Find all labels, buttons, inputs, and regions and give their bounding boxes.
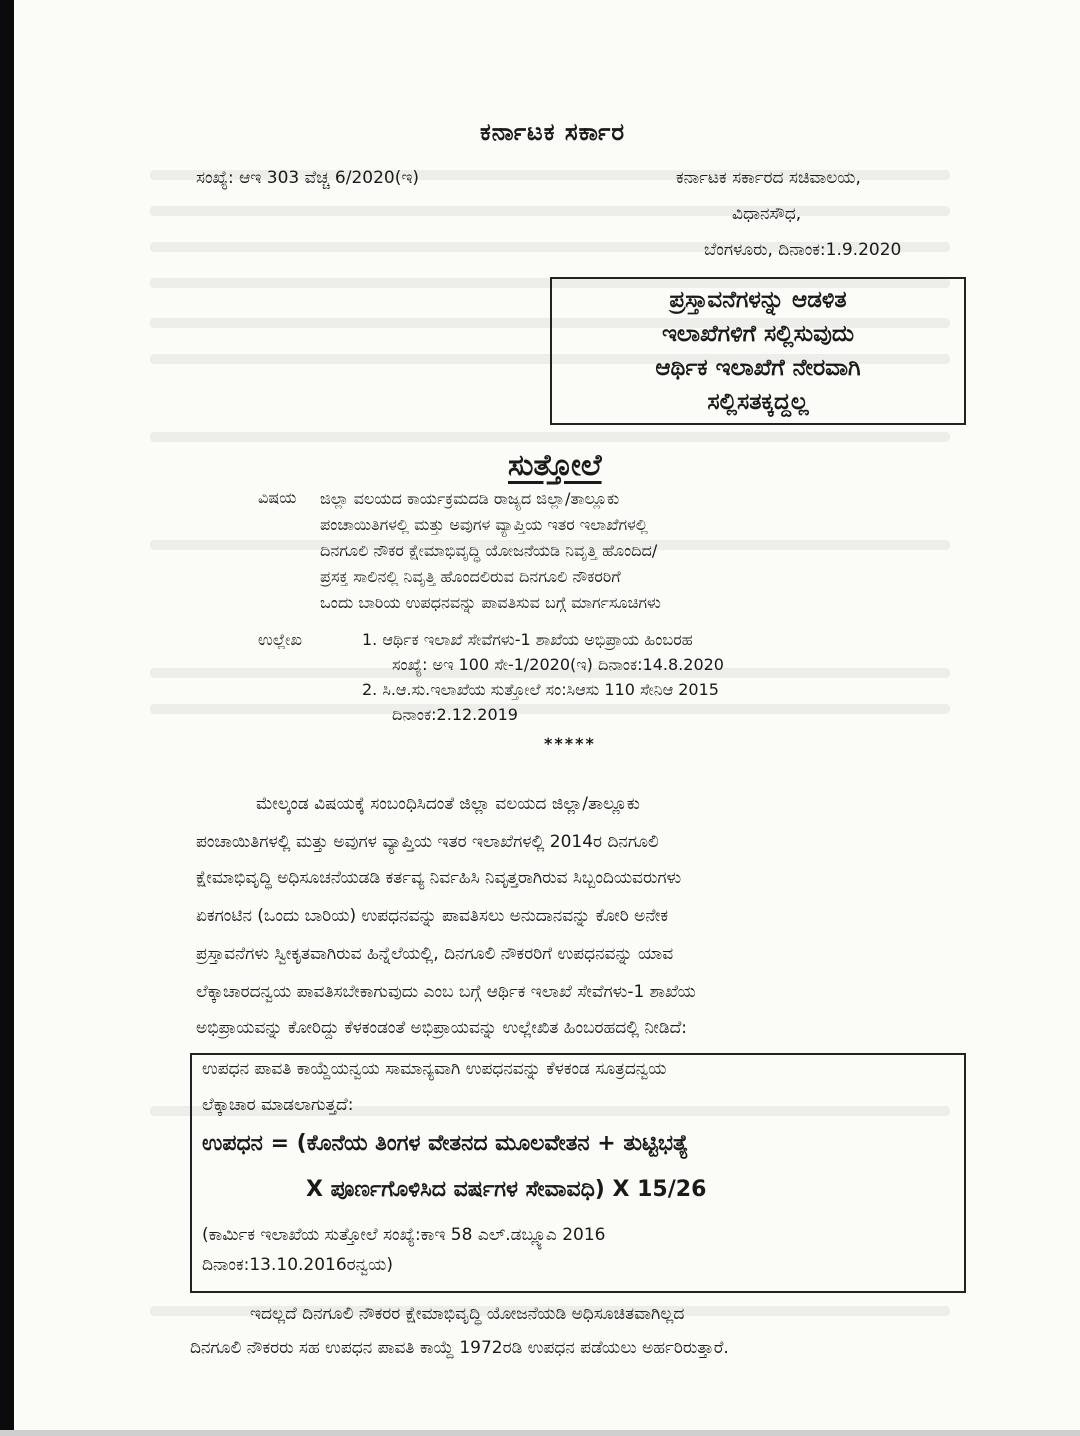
place-and-date: ಬೆಂಗಳೂರು, ದಿನಾಂಕ:1.9.2020 xyxy=(704,240,902,260)
boxed-note-line: ಸಲ್ಲಿಸತಕ್ಕದ್ದಲ್ಲ xyxy=(707,389,809,415)
body-line: ಅಭಿಪ್ರಾಯವನ್ನು ಕೋರಿದ್ದು ಕೆಳಕಂಡಂತೆ ಅಭಿಪ್ರಾಯವನ್ನು ಉಲ್ಲೇಖಿತ ಹಿಂಬರಹದಲ್ಲಿ ನೀಡಿದೆ: xyxy=(196,1018,687,1038)
body-line: ಪ್ರಸ್ತಾವನೆಗಳು ಸ್ವೀಕೃತವಾಗಿರುವ ಹಿನ್ನೆಲೆಯಲ್ಲಿ, ದಿನಗೂಲಿ ನೌಕರರಿಗೆ ಉಪಧನವನ್ನು ಯಾವ xyxy=(196,944,674,964)
boxed-note-line: ಪ್ರಸ್ತಾವನೆಗಳನ್ನು ಆಡಳಿತ xyxy=(669,287,847,313)
subject-line: ಒಂದು ಬಾರಿಯ ಉಪಧನವನ್ನು ಪಾವತಿಸುವ ಬಗ್ಗೆ ಮಾರ್ಗಸೂಚಿಗಳು xyxy=(320,593,661,612)
boxed-note-line: ಇಲಾಖೆಗಳಿಗೆ ಸಲ್ಲಿಸುವುದು xyxy=(661,321,855,347)
formula-box xyxy=(190,1053,966,1293)
body-line: ಲೆಕ್ಕಾಚಾರದನ್ವಯ ಪಾವತಿಸಬೇಕಾಗುವುದು ಎಂಬ ಬಗ್ಗೆ ಆರ್ಥಿಕ ಇಲಾಖೆ ಸೇವೆಗಳು-1 ಶಾಖೆಯ xyxy=(196,982,696,1002)
reference-item-detail: ದಿನಾಂಕ:2.12.2019 xyxy=(392,705,518,724)
circular-heading: ಸುತ್ತೋಲೆ xyxy=(508,448,602,483)
office-name: ಕರ್ನಾಟಕ ಸರ್ಕಾರದ ಸಚಿವಾಲಯ, xyxy=(676,168,861,188)
scan-bottom-edge xyxy=(0,1430,1080,1436)
office-building: ವಿಧಾನಸೌಧ, xyxy=(732,204,802,224)
formula-citation: ದಿನಾಂಕ:13.10.2016ರನ್ವಯ) xyxy=(202,1255,394,1275)
reference-item: 2. ಸಿ.ಆ.ಸು.ಇಲಾಖೆಯ ಸುತ್ತೋಲೆ ಸಂ:ಸಿಆಸು 110 ಸೇನಿಆ 2015 xyxy=(362,680,719,699)
reference-item-detail: ಸಂಖ್ಯೆ: ಅಇ 100 ಸೇ-1/2020(ಇ) ದಿನಾಂಕ:14.8.2020 xyxy=(392,655,724,674)
gratuity-formula: ಉಪಧನ = (ಕೊನೆಯ ತಿಂಗಳ ವೇತನದ ಮೂಲವೇತನ + ತುಟ್ಟಿಭತ್ಯೆ xyxy=(202,1131,689,1156)
scan-border xyxy=(0,0,14,1436)
government-title: ಕರ್ನಾಟಕ ಸರ್ಕಾರ xyxy=(480,118,626,146)
gratuity-formula-continued: X ಪೂರ್ಣಗೊಳಿಸಿದ ವರ್ಷಗಳ ಸೇವಾವಧಿ) X 15/26 xyxy=(306,1177,707,1202)
body-line: ಮೇಲ್ಕಂಡ ವಿಷಯಕ್ಕೆ ಸಂಬಂಧಿಸಿದಂತೆ ಜಿಲ್ಲಾ ವಲಯದ ಜಿಲ್ಲಾ/ತಾಲ್ಲೂಕು xyxy=(256,794,640,814)
reference-label: ಉಲ್ಲೇಖ xyxy=(258,630,302,649)
body-line: ಏಕಗಂಟಿನ (ಒಂದು ಬಾರಿಯ) ಉಪಧನವನ್ನು ಪಾವತಿಸಲು ಅನುದಾನವನ್ನು ಕೋರಿ ಅನೇಕ xyxy=(196,906,669,926)
section-separator: ***** xyxy=(544,734,596,753)
formula-citation: (ಕಾರ್ಮಿಕ ಇಲಾಖೆಯ ಸುತ್ತೋಲೆ ಸಂಖ್ಯೆ:ಕಾಇ 58 ಎಲ್.ಡಬ್ಲ್ಯೂಎ 2016 xyxy=(202,1225,606,1245)
reference-item: 1. ಆರ್ಥಿಕ ಇಲಾಖೆ ಸೇವೆಗಳು-1 ಶಾಖೆಯ ಅಭಿಪ್ರಾಯ ಹಿಂಬರಹ xyxy=(362,630,693,649)
closing-line: ದಿನಗೂಲಿ ನೌಕರರು ಸಹ ಉಪಧನ ಪಾವತಿ ಕಾಯ್ದೆ 1972ರಡಿ ಉಪಧನ ಪಡೆಯಲು ಅರ್ಹರಿರುತ್ತಾರೆ. xyxy=(190,1338,729,1358)
formula-intro: ಉಪಧನ ಪಾವತಿ ಕಾಯ್ದೆಯನ್ವಯ ಸಾಮಾನ್ಯವಾಗಿ ಉಪಧನವನ್ನು ಕೆಳಕಂಡ ಸೂತ್ರದನ್ವಯ xyxy=(202,1059,667,1079)
bleed-through-line xyxy=(150,704,950,714)
subject-line: ದಿನಗೂಲಿ ನೌಕರ ಕ್ಷೇಮಾಭಿವೃದ್ಧಿ ಯೋಜನೆಯಡಿ ನಿವೃತ್ತಿ ಹೊಂದಿದ/ xyxy=(320,541,658,560)
reference-number: ಸಂಖ್ಯೆ: ಆಇ 303 ವೆಚ್ಚ 6/2020(ಇ) xyxy=(196,168,420,188)
formula-intro: ಲೆಕ್ಕಾಚಾರ ಮಾಡಲಾಗುತ್ತದೆ: xyxy=(202,1095,354,1115)
subject-line: ಪ್ರಸಕ್ತ ಸಾಲಿನಲ್ಲಿ ನಿವೃತ್ತಿ ಹೊಂದಲಿರುವ ದಿನಗೂಲಿ ನೌಕರರಿಗೆ xyxy=(320,567,621,586)
body-line: ಕ್ಷೇಮಾಭಿವೃದ್ಧಿ ಅಧಿಸೂಚನೆಯಡಡಿ ಕರ್ತವ್ಯ ನಿರ್ವಹಿಸಿ ನಿವೃತ್ತರಾಗಿರುವ ಸಿಬ್ಬಂದಿಯವರುಗಳು xyxy=(196,868,682,888)
closing-line: ಇದಲ್ಲದೆ ದಿನಗೂಲಿ ನೌಕರರ ಕ್ಷೇಮಾಭಿವೃದ್ಧಿ ಯೋಜನೆಯಡಿ ಅಧಿಸೂಚಿತವಾಗಿಲ್ಲದ xyxy=(250,1304,685,1324)
boxed-note-line: ಆರ್ಥಿಕ ಇಲಾಖೆಗೆ ನೇರವಾಗಿ xyxy=(655,355,861,381)
bleed-through-line xyxy=(150,206,950,216)
subject-line: ಜಿಲ್ಲಾ ವಲಯದ ಕಾರ್ಯಕ್ರಮದಡಿ ರಾಜ್ಯದ ಜಿಲ್ಲಾ/ತಾಲ್ಲೂಕು xyxy=(320,489,620,508)
subject-line: ಪಂಚಾಯಿತಿಗಳಲ್ಲಿ ಮತ್ತು ಅವುಗಳ ವ್ಯಾಪ್ತಿಯ ಇತರ ಇಲಾಖೆಗಳಲ್ಲಿ xyxy=(320,515,648,534)
boxed-note xyxy=(550,277,966,425)
subject-label: ವಿಷಯ xyxy=(258,488,297,507)
bleed-through-line xyxy=(150,432,950,442)
body-line: ಪಂಚಾಯಿತಿಗಳಲ್ಲಿ ಮತ್ತು ಅವುಗಳ ವ್ಯಾಪ್ತಿಯ ಇತರ ಇಲಾಖೆಗಳಲ್ಲಿ 2014ರ ದಿನಗೂಲಿ xyxy=(196,832,659,852)
